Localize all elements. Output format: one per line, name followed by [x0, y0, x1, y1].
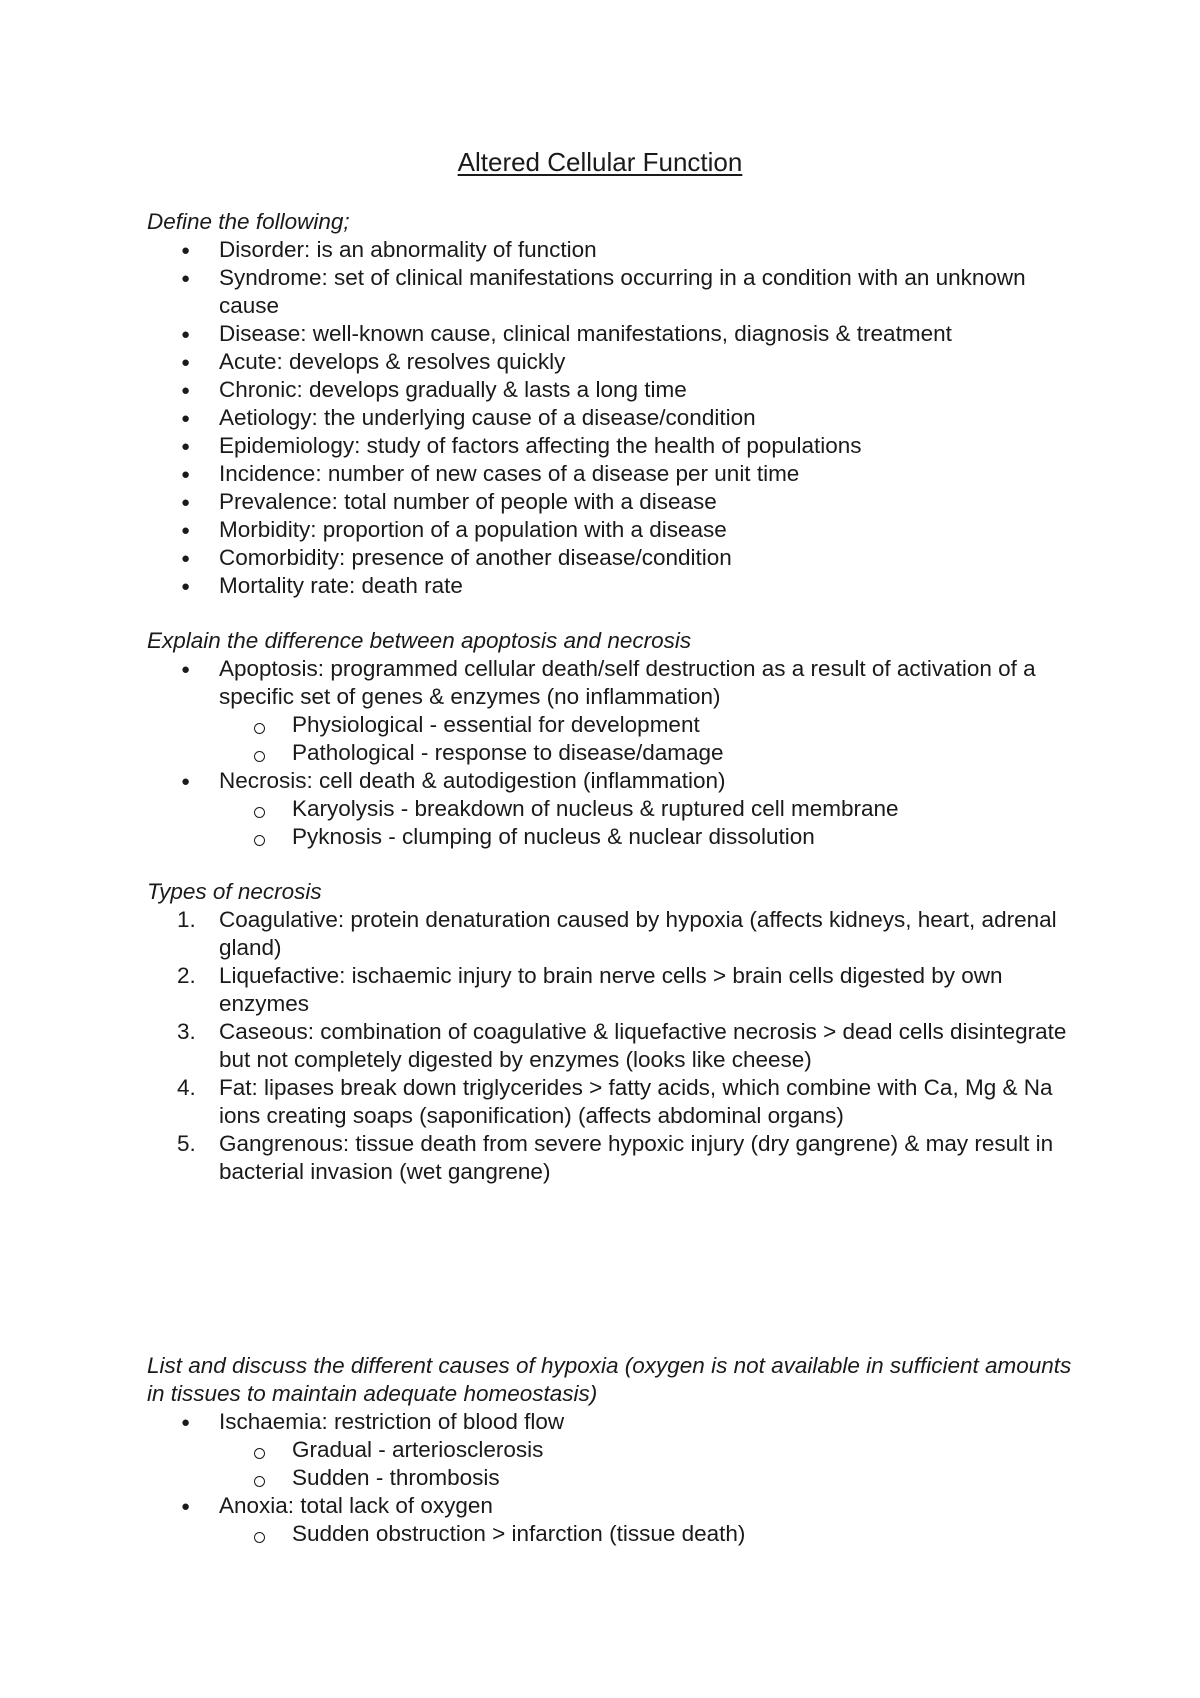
- list-item: ● Necrosis: cell death & autodigestion (inflammation): [147, 767, 1087, 795]
- numbered-item: 3. Caseous: combination of coagulative & liquefactive necrosis > dead cells disintegrate but not completely digested by enzymes (looks like cheese): [177, 1019, 1067, 1072]
- sub-list-item: Pathological - response to disease/damage: [147, 739, 1087, 767]
- sub-list-item: Sudden - thrombosis: [147, 1464, 1087, 1492]
- circle-bullet-icon: [254, 1532, 265, 1543]
- apoptosis-heading: Explain the difference between apoptosis and necrosis: [147, 628, 692, 653]
- list-item: ● Mortality rate: death rate: [147, 572, 1087, 600]
- bullet-icon: ●: [181, 494, 191, 511]
- list-item: ● Apoptosis: programmed cellular death/self destruction as a result of activation of a specific set of genes & enzymes (no inflammation): [181, 656, 1036, 709]
- list-item: ● Chronic: develops gradually & lasts a long time: [147, 376, 1087, 404]
- list-item: ● Comorbidity: presence of another disease/condition: [147, 544, 1087, 572]
- circle-bullet-icon: [254, 1448, 265, 1459]
- necrosis-types-heading: Types of necrosis: [147, 879, 322, 904]
- necrosis-types-list: [147, 906, 1087, 1186]
- bullet-icon: ●: [181, 1498, 191, 1515]
- sub-list: [147, 795, 1087, 851]
- list-item: ● Syndrome: set of clinical manifestations occurring in a condition with an unknown cause: [181, 265, 1026, 318]
- circle-bullet-icon: [254, 723, 265, 734]
- bullet-icon: ●: [181, 773, 191, 790]
- bullet-icon: ●: [181, 242, 191, 259]
- definitions-list: [147, 236, 1087, 600]
- circle-bullet-icon: [254, 751, 265, 762]
- definitions-heading: Define the following;: [147, 209, 350, 234]
- definitions-section: [147, 208, 1087, 600]
- sub-list: [147, 1520, 1087, 1548]
- apoptosis-section: [147, 627, 1087, 851]
- list-item: ● Ischaemia: restriction of blood flow: [147, 1408, 1087, 1436]
- sub-list: [147, 1436, 1087, 1492]
- sub-list-item: Physiological - essential for development: [147, 711, 1087, 739]
- circle-bullet-icon: [254, 807, 265, 818]
- bullet-icon: ●: [181, 661, 191, 678]
- hypoxia-heading: List and discuss the different causes of hypoxia (oxygen is not available in sufficient amounts in tissues to maintain adequate homeostasis): [147, 1353, 1072, 1406]
- sub-list-item: Pyknosis - clumping of nucleus & nuclear dissolution: [147, 823, 1087, 851]
- sub-list-item: Sudden obstruction > infarction (tissue death): [147, 1520, 1087, 1548]
- bullet-icon: ●: [181, 354, 191, 371]
- bullet-icon: ●: [181, 438, 191, 455]
- circle-bullet-icon: [254, 1476, 265, 1487]
- sub-list-item: Karyolysis - breakdown of nucleus & ruptured cell membrane: [147, 795, 1087, 823]
- apoptosis-list: [147, 655, 1087, 851]
- list-item: ● Aetiology: the underlying cause of a disease/condition: [147, 404, 1087, 432]
- bullet-icon: ●: [181, 326, 191, 343]
- hypoxia-list: [147, 1408, 1087, 1548]
- bullet-icon: ●: [181, 1414, 191, 1431]
- necrosis-types-section: [147, 878, 1087, 1186]
- bullet-icon: ●: [181, 578, 191, 595]
- hypoxia-section: [147, 1352, 1087, 1548]
- list-item: ● Epidemiology: study of factors affecting the health of populations: [147, 432, 1087, 460]
- bullet-icon: ●: [181, 410, 191, 427]
- numbered-item: 2. Liquefactive: ischaemic injury to brain nerve cells > brain cells digested by own enzymes: [177, 963, 1003, 1016]
- numbered-item: 5. Gangrenous: tissue death from severe hypoxic injury (dry gangrene) & may result in bacterial invasion (wet gangrene): [177, 1131, 1054, 1184]
- list-item: ● Incidence: number of new cases of a disease per unit time: [147, 460, 1087, 488]
- numbered-item: 1. Coagulative: protein denaturation caused by hypoxia (affects kidneys, heart, adrenal gland): [177, 907, 1057, 960]
- list-item: ● Prevalence: total number of people with a disease: [147, 488, 1087, 516]
- bullet-icon: ●: [181, 466, 191, 483]
- list-item: ● Acute: develops & resolves quickly: [147, 348, 1087, 376]
- page-title: Altered Cellular Function: [457, 147, 743, 177]
- sub-list: [147, 711, 1087, 767]
- sub-list-item: Gradual - arteriosclerosis: [147, 1436, 1087, 1464]
- bullet-icon: ●: [181, 382, 191, 399]
- numbered-item: 4. Fat: lipases break down triglycerides > fatty acids, which combine with Ca, Mg & Na ions creating soaps (saponification) (affects abdominal organs): [177, 1075, 1053, 1128]
- bullet-icon: ●: [181, 550, 191, 567]
- list-item: ● Morbidity: proportion of a population with a disease: [147, 516, 1087, 544]
- bullet-icon: ●: [181, 522, 191, 539]
- list-item: ● Disorder: is an abnormality of function: [147, 236, 1087, 264]
- bullet-icon: ●: [181, 270, 191, 287]
- list-item: ● Anoxia: total lack of oxygen: [147, 1492, 1087, 1520]
- list-item: ● Disease: well-known cause, clinical manifestations, diagnosis & treatment: [147, 320, 1087, 348]
- circle-bullet-icon: [254, 835, 265, 846]
